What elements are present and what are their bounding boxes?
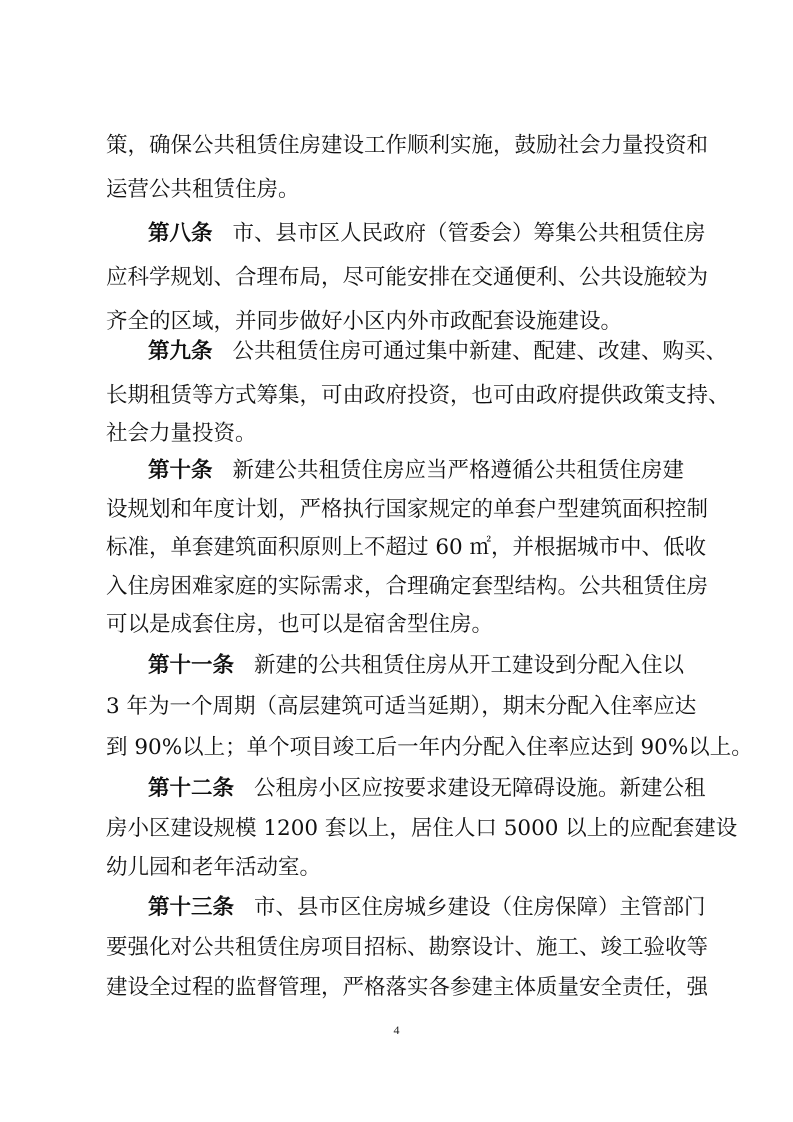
article-first-line	[148, 886, 748, 930]
text-span: 公共租赁住房可通过集中新建、配建、改建、购买、	[232, 339, 728, 364]
article-first-line	[148, 212, 748, 256]
text-span: 公租房小区应按要求建设无障碍设施。新建公租	[254, 776, 706, 801]
text-span: 市、县市区人民政府（管委会）筹集公共租赁住房	[232, 221, 706, 246]
article-number: 第十一条	[148, 653, 235, 678]
text-line: 幼儿园和老年活动室。	[106, 855, 322, 880]
text-line: 要强化对公共租赁住房项目招标、勘察设计、施工、竣工验收等	[106, 935, 709, 960]
text-span: 新建公共租赁住房应当严格遵循公共租赁住房建	[232, 458, 685, 483]
article-number: 第十三条	[148, 895, 235, 920]
text-line: 标准，单套建筑面积原则上不超过 60 ㎡，并根据城市中、低收	[106, 535, 707, 560]
article-first-line	[148, 449, 748, 493]
article-number: 第九条	[148, 339, 213, 364]
text-span: 新建的公共租赁住房从开工建设到分配入住以	[254, 653, 685, 678]
text-line: 应科学规划、合理布局，尽可能安排在交通便利、公共设施较为	[106, 265, 709, 290]
article-number: 第十条	[148, 458, 213, 483]
text-line: 策，确保公共租赁住房建设工作顺利实施，鼓励社会力量投资和	[106, 133, 709, 158]
article-first-line	[148, 767, 748, 811]
text-line: 运营公共租赁住房。	[106, 177, 300, 202]
article-number: 第八条	[148, 221, 213, 246]
article-number: 第十二条	[148, 776, 235, 801]
text-line: 3 年为一个周期（高层建筑可适当延期），期末分配入住率应达	[106, 694, 697, 719]
text-line: 齐全的区域，并同步做好小区内外市政配套设施建设。	[106, 309, 623, 334]
text-span: 市、县市区住房城乡建设（住房保障）主管部门	[254, 895, 706, 920]
text-line: 入住房困难家庭的实际需求，合理确定套型结构。公共租赁住房	[106, 574, 709, 599]
text-line: 房小区建设规模 1200 套以上，居住人口 5000 以上的应配套建设	[106, 816, 738, 841]
text-line: 社会力量投资。	[106, 421, 257, 446]
text-line: 建设全过程的监督管理，严格落实各参建主体质量安全责任，强	[106, 975, 709, 1000]
article-first-line	[148, 330, 748, 374]
text-line: 设规划和年度计划，严格执行国家规定的单套户型建筑面积控制	[106, 497, 709, 522]
page-number: 4	[393, 1023, 400, 1037]
article-first-line	[148, 644, 748, 688]
text-line: 到 90%以上；单个项目竣工后一年内分配入住率应达到 90%以上。	[106, 735, 753, 760]
text-line: 长期租赁等方式筹集，可由政府投资，也可由政府提供政策支持、	[106, 383, 730, 408]
text-line: 可以是成套住房，也可以是宿舍型住房。	[106, 612, 494, 637]
